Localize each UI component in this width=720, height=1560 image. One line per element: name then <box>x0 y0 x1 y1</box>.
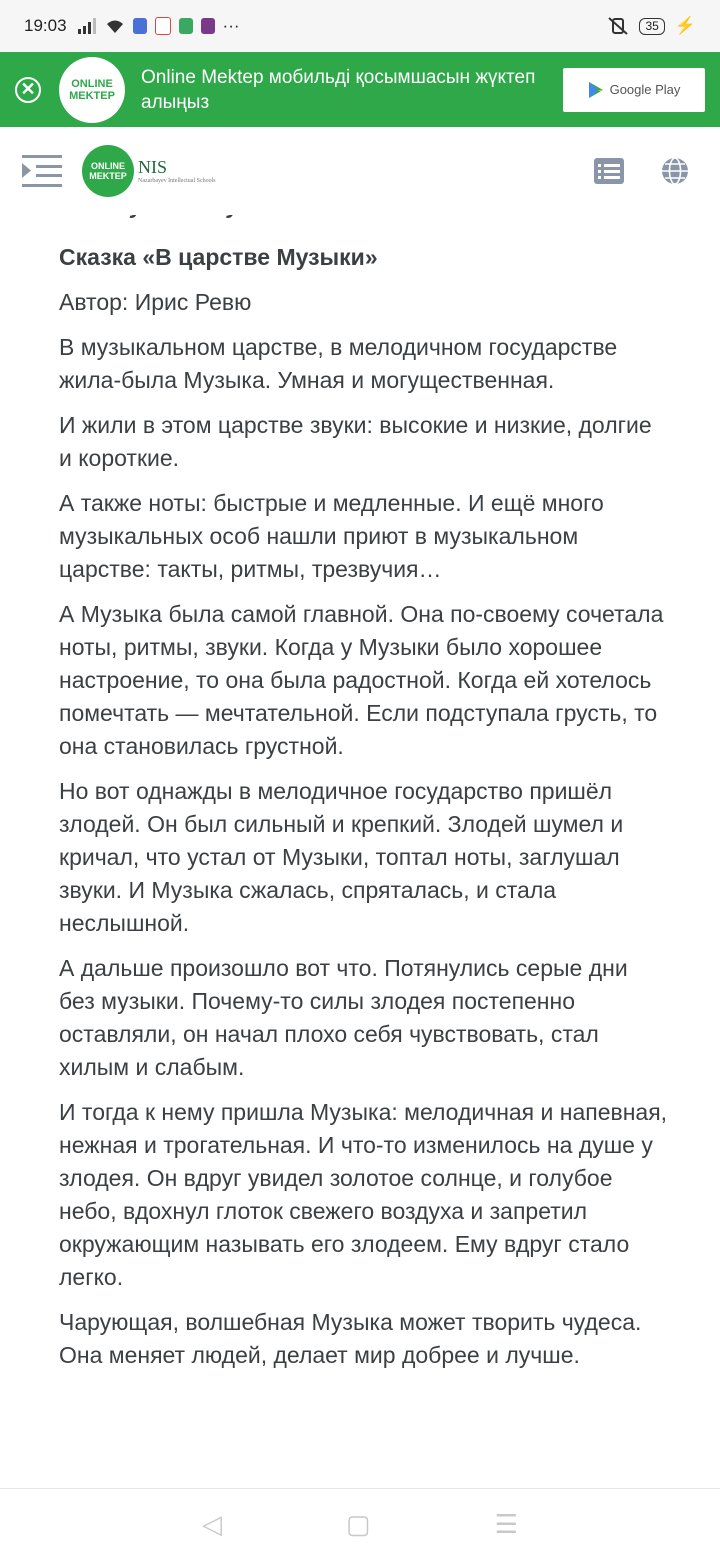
contacts-icon <box>179 18 193 34</box>
app-notification-icon <box>133 18 147 34</box>
promo-message: Online Mektep мобильді қосымшасын жүктеп алыңыз <box>141 66 536 113</box>
paragraph: В музыкальном царстве, в мелодичном государстве жила-была Музыка. Умная и могущественная. <box>59 334 618 393</box>
article-content <box>59 195 669 1384</box>
story-title: Сказка «В царстве Музыки» <box>59 244 378 270</box>
paragraph: Чарующая, волшебная Музыка может творить чудеса. Она меняет людей, делает мир добрее и лучше. <box>59 1309 642 1368</box>
story-author: Автор: Ирис Ревю <box>59 289 252 315</box>
recents-icon[interactable]: ☰ <box>494 1509 518 1539</box>
home-icon[interactable]: ▢ <box>346 1509 371 1539</box>
close-icon[interactable]: ✕ <box>15 77 41 103</box>
paragraph: И тогда к нему пришла Музыка: мелодичная и напевная, нежная и трогательная. И что-то изменилось на душе у злодея. Он вдруг увидел золотое солнце, и голубое небо, вдохнул глоток свежего воздуха и запретил окружающим называть его злодеем. Ему вдруг стало легко. <box>59 1099 668 1290</box>
status-bar <box>0 0 720 52</box>
site-header <box>0 127 720 215</box>
battery-level: 35 <box>639 18 664 35</box>
back-icon[interactable]: ◁ <box>202 1509 223 1539</box>
google-play-icon <box>588 81 604 99</box>
status-time: 19:03 <box>24 16 67 35</box>
paragraph: А Музыка была самой главной. Она по-своему сочетала ноты, ритмы, звуки. Когда у Музыки было хорошее настроение, то она была радостной. Когда ей хотелось помечтать — мечтательной. Если подступала грусть, то она становилась грустной. <box>59 601 664 759</box>
online-mektep-logo[interactable]: ONLINE MEKTEP <box>82 145 134 197</box>
menu-toggle-icon[interactable] <box>22 153 62 189</box>
wifi-icon <box>105 18 125 34</box>
google-play-button[interactable]: Google Play <box>563 68 705 112</box>
paragraph: Но вот однажды в мелодичное государство пришёл злодей. Он был сильный и крепкий. Злодей шумел и кричал, что устал от Музыки, топтал ноты, заглушал звуки. И Музыка сжалась, спряталась, и стала неслышной. <box>59 778 624 936</box>
globe-icon[interactable] <box>660 156 690 186</box>
list-icon[interactable] <box>594 158 624 184</box>
app-promo-banner <box>0 52 720 127</box>
signal-icon <box>77 18 97 34</box>
vibrate-icon <box>607 17 629 35</box>
charging-icon: ⚡ <box>674 16 696 35</box>
nis-logo[interactable]: NIS Nazarbayev Intellectual Schools <box>138 157 216 184</box>
media-icon <box>201 18 215 34</box>
more-notifications: ··· <box>222 16 240 35</box>
gmail-icon <box>155 17 171 35</box>
paragraph: И жили в этом царстве звуки: высокие и низкие, долгие и короткие. <box>59 412 652 471</box>
online-mektep-logo: ONLINE MEKTEP <box>59 57 125 123</box>
system-nav-bar <box>0 1488 720 1560</box>
paragraph: А также ноты: быстрые и медленные. И ещё много музыкальных особ нашли приют в музыкальном царстве: такты, ритмы, трезвучия… <box>59 490 604 582</box>
paragraph: А дальше произошло вот что. Потянулись серые дни без музыки. Почему-то силы злодея постепенно оставляли, он начал плохо себя чувствовать, стал хилым и слабым. <box>59 955 628 1080</box>
